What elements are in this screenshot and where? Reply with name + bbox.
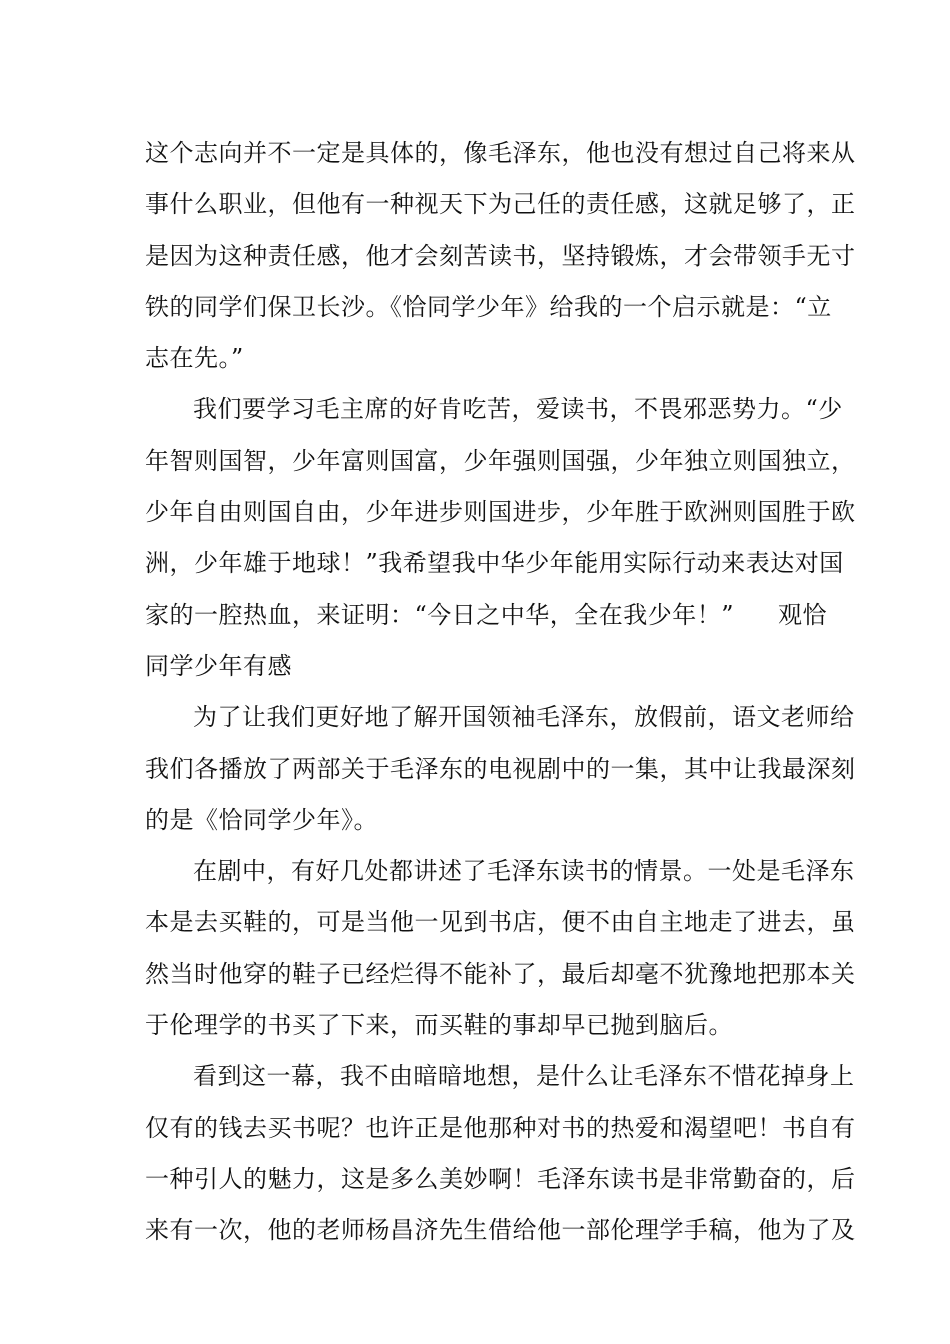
text-line: 的是《恰同学少年》。: [145, 805, 378, 834]
text-line: 本是去买鞋的，可是当他一见到书店，便不由自主地走了进去，虽: [145, 908, 856, 937]
text-line: 于伦理学的书买了下来，而买鞋的事却早已抛到脑后。: [145, 1011, 733, 1040]
text-line: 少年自由则国自由，少年进步则国进步，少年胜于欧洲则国胜于欧: [145, 498, 856, 527]
text-line: 为了让我们更好地了解开国领袖毛泽东，放假前，语文老师给: [193, 703, 855, 732]
text-line: 这个志向并不一定是具体的，像毛泽东，他也没有想过自己将来从: [145, 139, 856, 167]
essay-title-start: 观恰: [778, 600, 828, 629]
text-line: 年智则国智，少年富则国富，少年强则国强，少年独立则国独立，: [145, 446, 856, 475]
text-line: 我们要学习毛主席的好肯吃苦，爱读书，不畏邪恶势力。“少: [193, 395, 843, 424]
text-line: 在剧中，有好几处都讲述了毛泽东读书的情景。一处是毛泽东: [193, 857, 855, 886]
document-body: [145, 128, 856, 1257]
text-line: 铁的同学们保卫长沙。《恰同学少年》给我的一个启示就是：“立: [145, 292, 832, 321]
text-line: 然当时他穿的鞋子已经烂得不能补了，最后却毫不犹豫地把那本关: [145, 959, 856, 988]
text-line: 我们各播放了两部关于毛泽东的电视剧中的一集，其中让我最深刻: [145, 754, 856, 783]
text-line-with-title: [145, 590, 828, 641]
text-line: 志在先。”: [145, 344, 244, 373]
text-line: 看到这一幕，我不由暗暗地想，是什么让毛泽东不惜花掉身上: [193, 1062, 855, 1091]
essay-title-end: 同学少年有感: [145, 651, 292, 680]
text-line: 事什么职业，但他有一种视天下为己任的责任感，这就足够了，正: [145, 190, 856, 219]
text-line: 来有一次，他的老师杨昌济先生借给他一部伦理学手稿，他为了及: [145, 1216, 856, 1245]
text-line: 一种引人的魅力，这是多么美妙啊！毛泽东读书是非常勤奋的，后: [145, 1164, 856, 1193]
text-line: 洲，少年雄于地球！”我希望我中华少年能用实际行动来表达对国: [145, 549, 844, 578]
text-line: 仅有的钱去买书呢？也许正是他那种对书的热爱和渴望吧！书自有: [145, 1113, 856, 1142]
text-line: 是因为这种责任感，他才会刻苦读书，坚持锻炼，才会带领手无寸: [145, 241, 856, 270]
text-segment: 家的一腔热血，来证明：“今日之中华，全在我少年！”: [145, 600, 735, 629]
